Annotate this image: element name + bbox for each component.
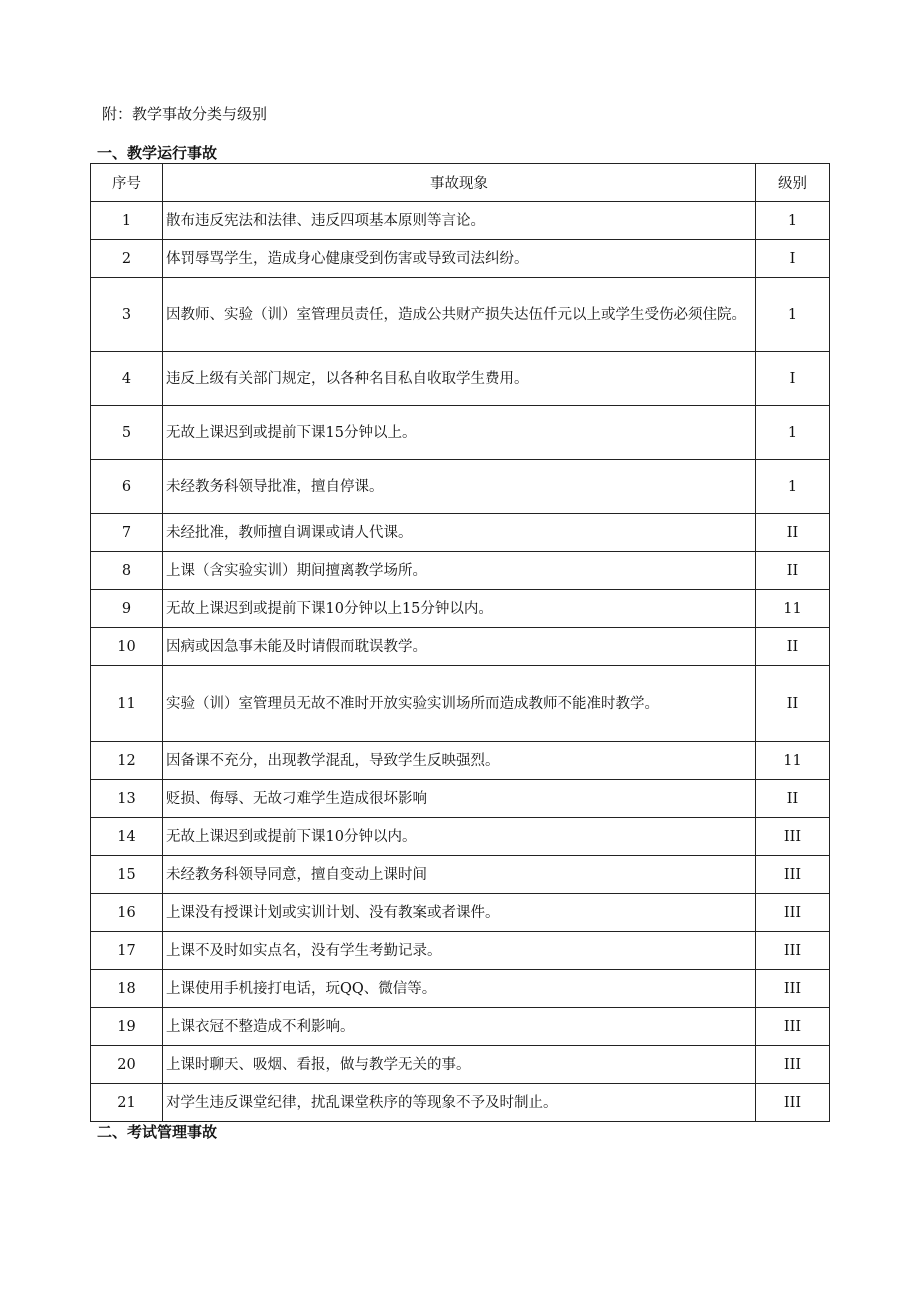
row-description: 上课（含实验实训）期间擅离教学场所。 bbox=[163, 552, 756, 590]
table-row bbox=[91, 240, 830, 278]
teaching-accident-table bbox=[90, 163, 830, 1122]
table-header-row bbox=[91, 164, 830, 202]
table-row bbox=[91, 666, 830, 742]
row-level: III bbox=[756, 1008, 830, 1046]
table-row bbox=[91, 1046, 830, 1084]
row-level: III bbox=[756, 1046, 830, 1084]
section-heading-teaching-operation: 一、教学运行事故 bbox=[97, 144, 218, 162]
header-serial-number: 序号 bbox=[91, 164, 163, 202]
table-row bbox=[91, 818, 830, 856]
table-row bbox=[91, 856, 830, 894]
row-level: I bbox=[756, 352, 830, 406]
table-row bbox=[91, 932, 830, 970]
row-number: 16 bbox=[91, 894, 163, 932]
row-level: 1 bbox=[756, 278, 830, 352]
row-description: 上课不及时如实点名，没有学生考勤记录。 bbox=[163, 932, 756, 970]
header-level: 级别 bbox=[756, 164, 830, 202]
row-level: III bbox=[756, 1084, 830, 1122]
row-description: 实验（训）室管理员无故不准时开放实验实训场所而造成教师不能准时教学。 bbox=[163, 666, 756, 742]
row-number: 4 bbox=[91, 352, 163, 406]
row-description: 因病或因急事未能及时请假而耽误教学。 bbox=[163, 628, 756, 666]
row-level: II bbox=[756, 514, 830, 552]
row-number: 6 bbox=[91, 460, 163, 514]
row-level: 11 bbox=[756, 742, 830, 780]
row-level: 1 bbox=[756, 406, 830, 460]
row-description: 违反上级有关部门规定，以各种名目私自收取学生费用。 bbox=[163, 352, 756, 406]
table-row bbox=[91, 970, 830, 1008]
table-row bbox=[91, 742, 830, 780]
row-level: III bbox=[756, 818, 830, 856]
row-number: 10 bbox=[91, 628, 163, 666]
row-level: II bbox=[756, 666, 830, 742]
table-row bbox=[91, 1084, 830, 1122]
row-description: 对学生违反课堂纪律，扰乱课堂秩序的等现象不予及时制止。 bbox=[163, 1084, 756, 1122]
row-level: 1 bbox=[756, 460, 830, 514]
row-number: 15 bbox=[91, 856, 163, 894]
row-number: 17 bbox=[91, 932, 163, 970]
row-number: 20 bbox=[91, 1046, 163, 1084]
row-number: 2 bbox=[91, 240, 163, 278]
row-level: III bbox=[756, 932, 830, 970]
row-number: 14 bbox=[91, 818, 163, 856]
row-level: II bbox=[756, 780, 830, 818]
row-description: 无故上课迟到或提前下课10分钟以内。 bbox=[163, 818, 756, 856]
table-row bbox=[91, 894, 830, 932]
row-level: II bbox=[756, 628, 830, 666]
table-row bbox=[91, 628, 830, 666]
row-description: 未经批准，教师擅自调课或请人代课。 bbox=[163, 514, 756, 552]
row-number: 5 bbox=[91, 406, 163, 460]
row-description: 上课没有授课计划或实训计划、没有教案或者课件。 bbox=[163, 894, 756, 932]
row-description: 未经教务科领导同意，擅自变动上课时间 bbox=[163, 856, 756, 894]
table-row bbox=[91, 460, 830, 514]
row-level: 11 bbox=[756, 590, 830, 628]
table-row bbox=[91, 202, 830, 240]
row-level: I bbox=[756, 240, 830, 278]
row-description: 上课衣冠不整造成不利影响。 bbox=[163, 1008, 756, 1046]
table-row bbox=[91, 278, 830, 352]
row-level: III bbox=[756, 856, 830, 894]
row-level: II bbox=[756, 552, 830, 590]
header-accident-phenomenon: 事故现象 bbox=[163, 164, 756, 202]
row-number: 13 bbox=[91, 780, 163, 818]
table-row bbox=[91, 514, 830, 552]
row-number: 19 bbox=[91, 1008, 163, 1046]
row-description: 上课使用手机接打电话，玩QQ、微信等。 bbox=[163, 970, 756, 1008]
attachment-title: 附：教学事故分类与级别 bbox=[102, 105, 268, 123]
table-row bbox=[91, 780, 830, 818]
row-description: 无故上课迟到或提前下课10分钟以上15分钟以内。 bbox=[163, 590, 756, 628]
table-row bbox=[91, 406, 830, 460]
row-description: 因备课不充分，出现教学混乱，导致学生反映强烈。 bbox=[163, 742, 756, 780]
row-level: III bbox=[756, 894, 830, 932]
row-description: 无故上课迟到或提前下课15分钟以上。 bbox=[163, 406, 756, 460]
row-number: 8 bbox=[91, 552, 163, 590]
row-number: 12 bbox=[91, 742, 163, 780]
row-number: 3 bbox=[91, 278, 163, 352]
row-level: 1 bbox=[756, 202, 830, 240]
row-number: 21 bbox=[91, 1084, 163, 1122]
table-row bbox=[91, 552, 830, 590]
row-level: III bbox=[756, 970, 830, 1008]
row-number: 1 bbox=[91, 202, 163, 240]
row-number: 7 bbox=[91, 514, 163, 552]
table-row bbox=[91, 590, 830, 628]
row-description: 上课时聊天、吸烟、看报，做与教学无关的事。 bbox=[163, 1046, 756, 1084]
row-number: 11 bbox=[91, 666, 163, 742]
row-description: 因教师、实验（训）室管理员责任，造成公共财产损失达伍仟元以上或学生受伤必须住院。 bbox=[163, 278, 756, 352]
row-description: 体罚辱骂学生，造成身心健康受到伤害或导致司法纠纷。 bbox=[163, 240, 756, 278]
row-description: 散布违反宪法和法律、违反四项基本原则等言论。 bbox=[163, 202, 756, 240]
row-description: 未经教务科领导批准，擅自停课。 bbox=[163, 460, 756, 514]
table-row bbox=[91, 352, 830, 406]
row-number: 18 bbox=[91, 970, 163, 1008]
section-heading-exam-management: 二、考试管理事故 bbox=[97, 1123, 218, 1141]
row-number: 9 bbox=[91, 590, 163, 628]
table-row bbox=[91, 1008, 830, 1046]
row-description: 贬损、侮辱、无故刁难学生造成很坏影响 bbox=[163, 780, 756, 818]
